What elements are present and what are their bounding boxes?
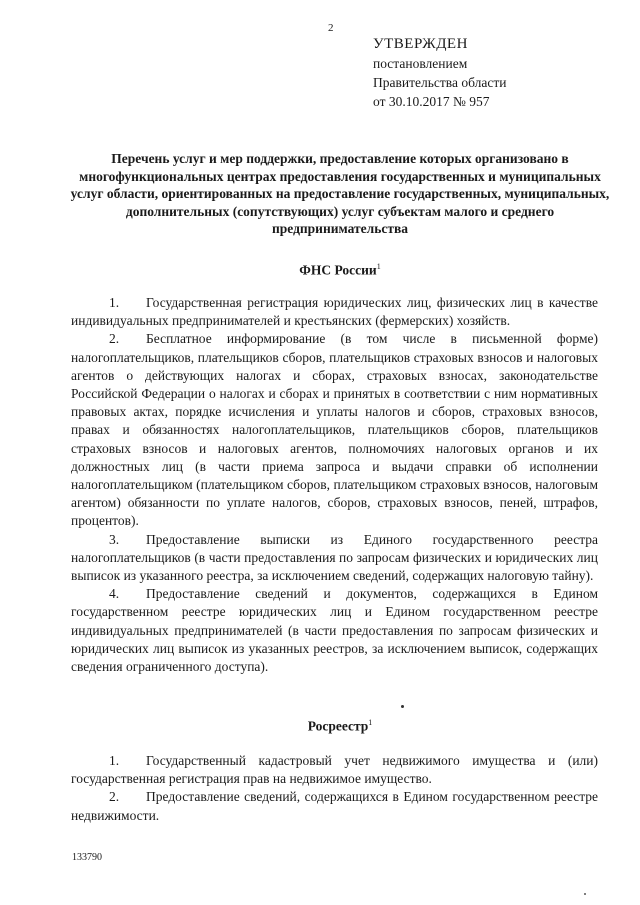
section-heading-text: ФНС России bbox=[299, 262, 377, 278]
list-item bbox=[71, 585, 598, 676]
ink-dot bbox=[584, 893, 586, 895]
ink-dot bbox=[401, 705, 404, 708]
item-text: Предоставление сведений, содержащихся в Едином государственном реестре недвижимости. bbox=[71, 789, 598, 823]
list-item bbox=[71, 752, 598, 788]
section-list-rosreestr bbox=[71, 752, 598, 825]
section-heading-rosreestr bbox=[70, 718, 610, 735]
list-item bbox=[71, 294, 598, 330]
section-heading-fns bbox=[70, 262, 610, 279]
item-number: 1. bbox=[109, 295, 120, 310]
item-text: Предоставление сведений и документов, содержащихся в Едином государственном реестре юридических лиц и Едином государственном реестре индивидуальных предпринимателей (в части предоставления по запросам физических и юридических лиц выписок из указанных реестров, за исключением выписок, содержащих сведения ограниченного доступа). bbox=[71, 586, 598, 675]
item-number: 1. bbox=[109, 753, 120, 768]
approval-line: от 30.10.2017 № 957 bbox=[373, 94, 490, 109]
document-title: Перечень услуг и мер поддержки, предоставление которых организовано в многофункциональных центрах предоставления государственных и муниципальных услуг области, ориентированных на предоставление государственных, муниципальных, дополнительных (сопутствующих) услуг субъектам малого и среднего предпринимательства bbox=[70, 151, 610, 236]
approval-head: УТВЕРЖДЕН bbox=[373, 36, 468, 52]
document-code: 133790 bbox=[72, 852, 102, 863]
approval-line: постановлением bbox=[373, 56, 468, 71]
list-item bbox=[71, 531, 598, 586]
list-item bbox=[71, 330, 598, 530]
section-heading-text: Росреестр bbox=[307, 718, 369, 734]
list-item bbox=[71, 788, 598, 824]
approval-line: Правительства области bbox=[373, 75, 507, 90]
item-number: 2. bbox=[109, 789, 120, 805]
item-text: Государственный кадастровый учет недвижимого имущества и (или) государственная регистрация прав на недвижимое имущество. bbox=[71, 753, 598, 787]
item-text: Предоставление выписки из Единого государственного реестра налогоплательщиков (в части предоставления по запросам физических и юридических лиц выписок из указанного реестра, за исключением сведений, содержащих налоговую тайну). bbox=[71, 531, 598, 584]
footnote-mark: 1 bbox=[376, 262, 381, 271]
page-number: 2 bbox=[328, 22, 334, 34]
item-number: 4. bbox=[109, 586, 120, 602]
item-number: 3. bbox=[109, 531, 120, 547]
item-text: Государственная регистрация юридических лиц, физических лиц в качестве индивидуальных предпринимателей и крестьянских (фермерских) хозяйств. bbox=[71, 295, 598, 329]
footnote-mark: 1 bbox=[368, 718, 373, 727]
approval-stamp bbox=[373, 35, 506, 111]
item-text: Бесплатное информирование (в том числе в письменной форме) налогоплательщиков, плательщиков сборов, плательщиков страховых взносов и налоговых агентов о действующих налогах и сборах, страховых взносах, законодательстве Российской Федерации о налогах и сборах и принятых в соответствии с ним нормативных правовых актах, порядке исчисления и уплаты налогов и сборов, страховых взносов, правах и обязанностях налогоплательщиков, плательщиков сборов, плательщиков страховых взносов и налоговых агентов, полномочиях налоговых органов и их должностных лиц (в части приема запроса и выдачи справки об исполнении налогоплательщиком (плательщиком сборов, плательщиком страховых взносов, налоговым агентом) обязанности по уплате налогов, сборов, страховых взносов, пеней, штрафов, процентов). bbox=[71, 331, 598, 529]
section-list-fns bbox=[71, 294, 598, 676]
item-number: 2. bbox=[109, 331, 120, 347]
